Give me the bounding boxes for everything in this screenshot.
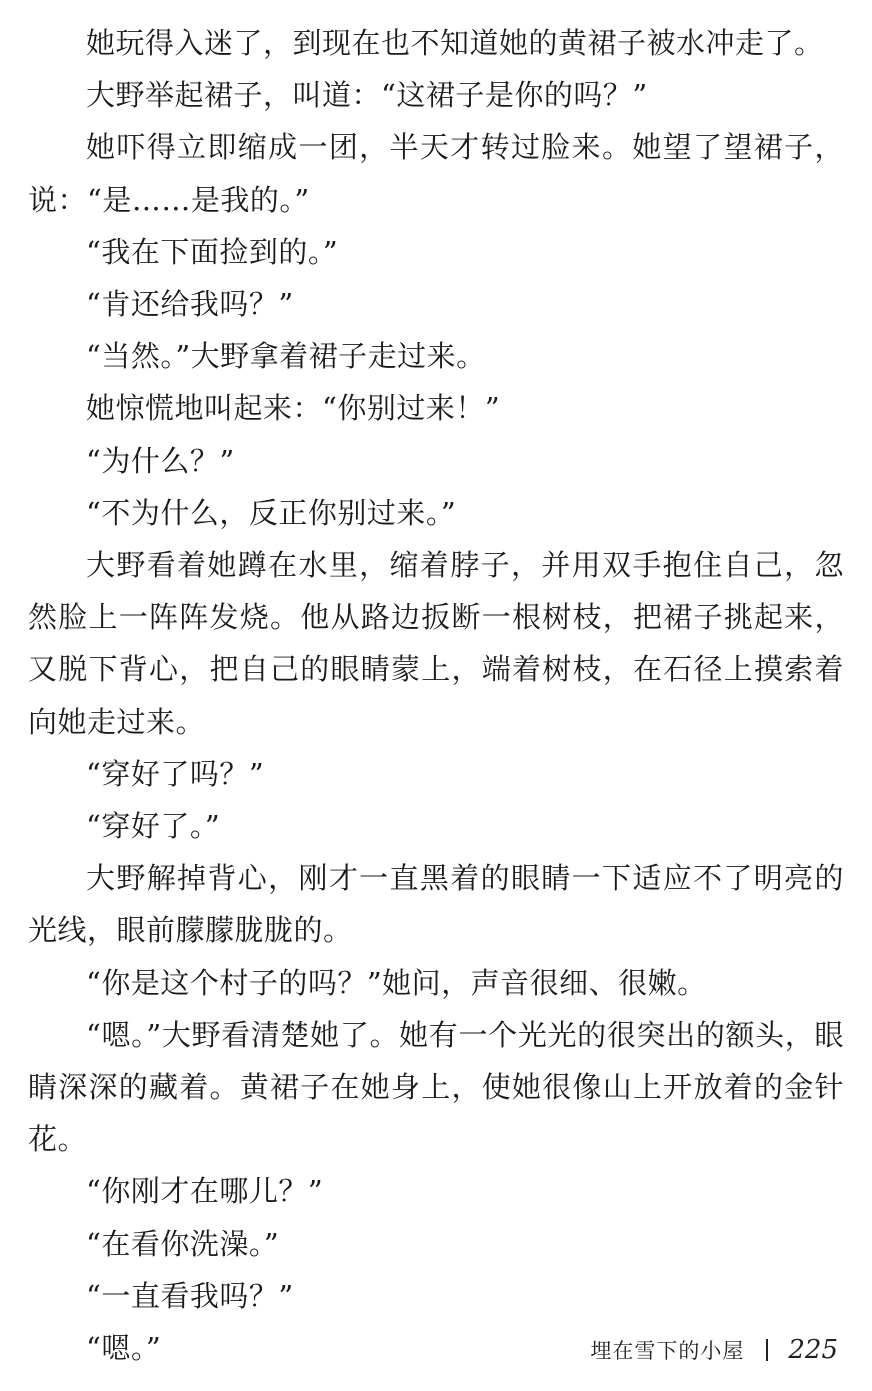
page-footer — [590, 1332, 838, 1368]
paragraph: “穿好了吗？” — [86, 756, 265, 791]
paragraph: 大野举起裙子，叫道：“这裙子是你的吗？” — [86, 78, 648, 113]
paragraph: “不为什么，反正你别过来。” — [86, 495, 457, 530]
paragraph: “你是这个村子的吗？”她问，声音很细、很嫩。 — [86, 965, 707, 1000]
paragraph: “在看你洗澡。” — [86, 1226, 280, 1261]
paragraph: 她玩得入迷了，到现在也不知道她的黄裙子被水冲走了。 — [86, 26, 824, 60]
paragraph: “我在下面捡到的。” — [86, 234, 339, 269]
paragraph: 大野解掉背心，刚才一直黑着的眼睛一下适应不了明亮的光线，眼前朦朦胧胧的。 — [28, 861, 844, 948]
paragraph: “嗯。”大野看清楚她了。她有一个光光的很突出的额头，眼睛深深的藏着。黄裙子在她身上，使她很像山上开放着的金针花。 — [28, 1017, 844, 1157]
paragraph: 她惊慌地叫起来：“你别过来！” — [86, 391, 501, 426]
footer-divider — [766, 1339, 768, 1361]
paragraph: “穿好了。” — [86, 809, 221, 844]
paragraph: 大野看着她蹲在水里，缩着脖子，并用双手抱住自己，忽然脸上一阵阵发烧。他从路边扳断一根树枝，把裙子挑起来，又脱下背心，把自己的眼睛蒙上，端着树枝，在石径上摸索着向她走过来。 — [28, 548, 844, 739]
paragraph: “肯还给我吗？” — [86, 287, 294, 322]
paragraph: “当然。”大野拿着裙子走过来。 — [86, 339, 486, 374]
paragraph: “你刚才在哪儿？” — [86, 1174, 324, 1209]
paragraph: “嗯。” — [86, 1331, 162, 1366]
paragraph: 她吓得立即缩成一团，半天才转过脸来。她望了望裙子，说：“是……是我的。” — [28, 130, 844, 217]
paragraph: “一直看我吗？” — [86, 1278, 294, 1313]
page-number: 225 — [788, 1335, 838, 1365]
page-body-text — [28, 17, 844, 1374]
running-footer-book-title: 埋在雪下的小屋 — [590, 1339, 745, 1363]
paragraph: “为什么？” — [86, 443, 235, 478]
